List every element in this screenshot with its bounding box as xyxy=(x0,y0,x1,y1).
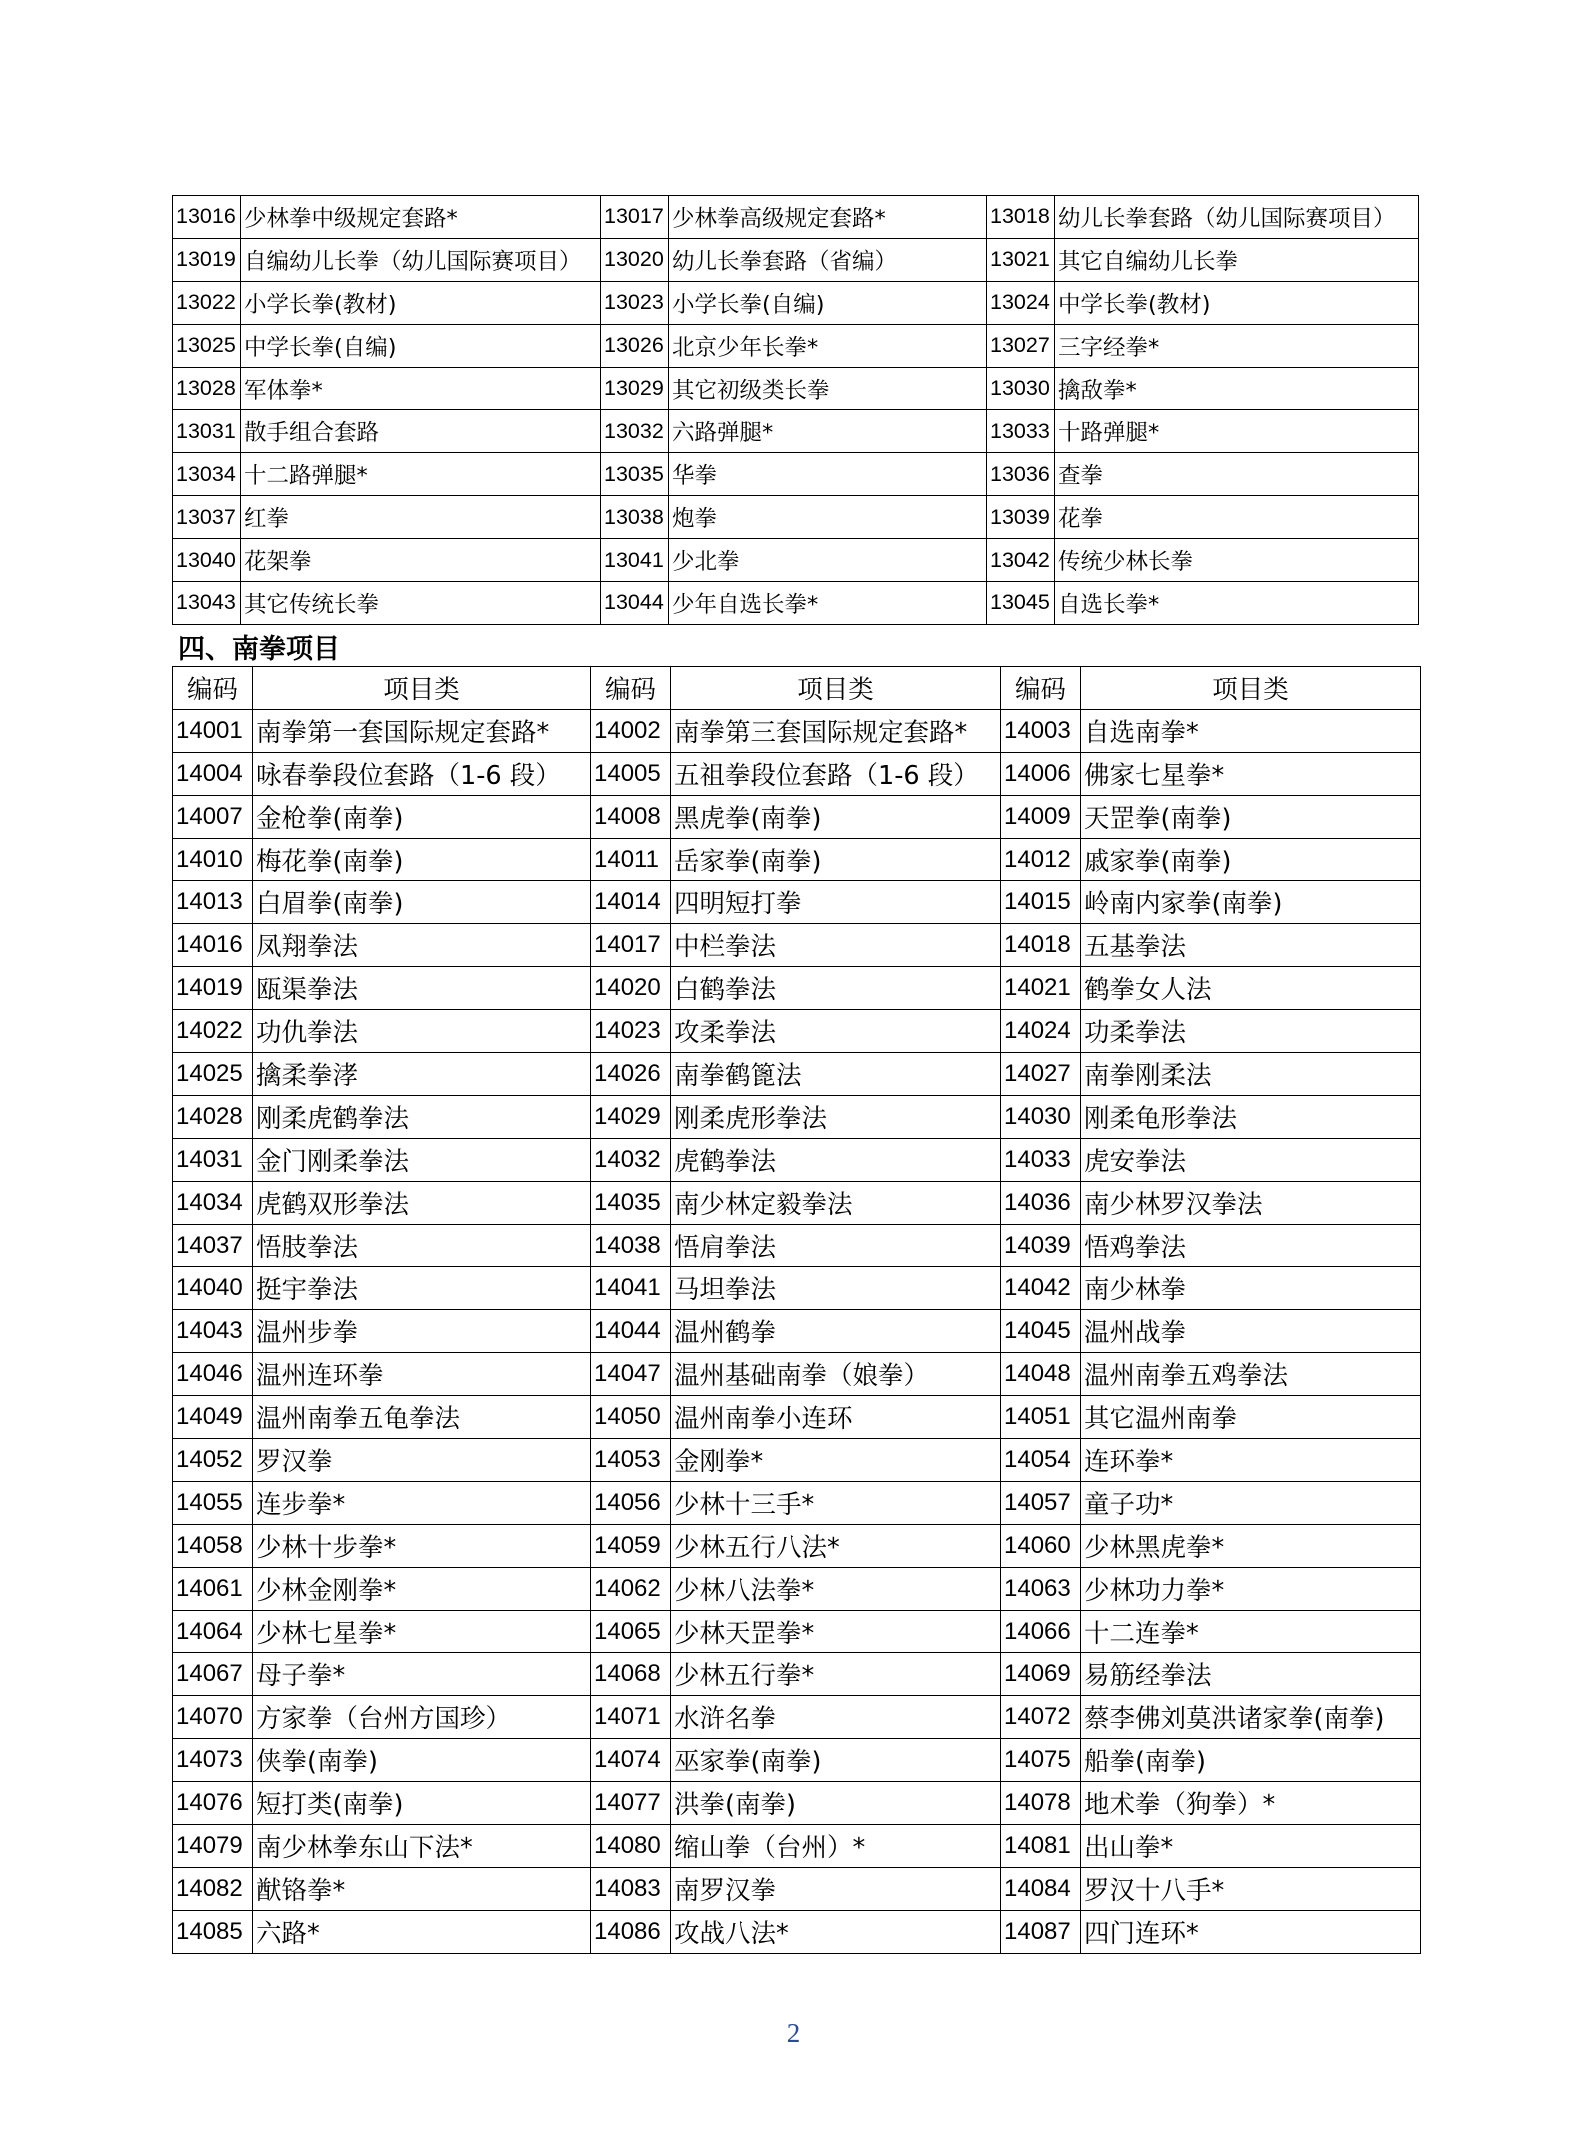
table-row xyxy=(173,967,1421,1010)
item-name: 少林天罡拳* xyxy=(671,1610,1001,1653)
item-name: 刚柔虎鹤拳法 xyxy=(253,1095,591,1138)
header-code: 编码 xyxy=(173,667,253,710)
item-name: 南少林定毅拳法 xyxy=(671,1181,1001,1224)
item-name: 南罗汉拳 xyxy=(671,1867,1001,1910)
item-name: 凤翔拳法 xyxy=(253,924,591,967)
table-row xyxy=(173,1524,1421,1567)
table-row xyxy=(173,1653,1421,1696)
item-name: 方家拳（台州方国珍） xyxy=(253,1696,591,1739)
item-name: 少林黑虎拳* xyxy=(1081,1524,1421,1567)
item-code: 14082 xyxy=(173,1867,253,1910)
item-name: 其它自编幼儿长拳 xyxy=(1055,238,1419,281)
item-code: 14017 xyxy=(591,924,671,967)
item-name: 功柔拳法 xyxy=(1081,1010,1421,1053)
item-name: 咏春拳段位套路（1-6 段） xyxy=(253,752,591,795)
item-name: 五祖拳段位套路（1-6 段） xyxy=(671,752,1001,795)
item-code: 14019 xyxy=(173,967,253,1010)
item-code: 14053 xyxy=(591,1439,671,1482)
table-row xyxy=(173,838,1421,881)
item-name: 擒敌拳* xyxy=(1055,367,1419,410)
table-row xyxy=(173,238,1419,281)
item-name: 温州鹤拳 xyxy=(671,1310,1001,1353)
item-name: 华拳 xyxy=(669,453,987,496)
item-code: 13044 xyxy=(601,582,669,625)
item-code: 14008 xyxy=(591,795,671,838)
item-code: 14081 xyxy=(1001,1825,1081,1868)
item-code: 13024 xyxy=(987,281,1055,324)
table-row xyxy=(173,924,1421,967)
item-name: 水浒名拳 xyxy=(671,1696,1001,1739)
item-name: 侠拳(南拳) xyxy=(253,1739,591,1782)
item-name: 温州基础南拳（娘拳） xyxy=(671,1353,1001,1396)
item-name: 花拳 xyxy=(1055,496,1419,539)
item-name: 中栏拳法 xyxy=(671,924,1001,967)
item-name: 五基拳法 xyxy=(1081,924,1421,967)
item-name: 短打类(南拳) xyxy=(253,1782,591,1825)
item-code: 13028 xyxy=(173,367,241,410)
item-code: 14013 xyxy=(173,881,253,924)
item-name: 悟肢拳法 xyxy=(253,1224,591,1267)
table-body xyxy=(173,709,1421,1953)
item-name: 幼儿长拳套路（省编） xyxy=(669,238,987,281)
item-code: 14048 xyxy=(1001,1353,1081,1396)
item-code: 14014 xyxy=(591,881,671,924)
item-code: 14007 xyxy=(173,795,253,838)
item-code: 14015 xyxy=(1001,881,1081,924)
item-name: 查拳 xyxy=(1055,453,1419,496)
item-code: 13031 xyxy=(173,410,241,453)
item-name: 巫家拳(南拳) xyxy=(671,1739,1001,1782)
item-code: 14023 xyxy=(591,1010,671,1053)
item-code: 14029 xyxy=(591,1095,671,1138)
table-row xyxy=(173,1353,1421,1396)
item-name: 四门连环* xyxy=(1081,1910,1421,1953)
item-name: 缩山拳（台州）* xyxy=(671,1825,1001,1868)
item-name: 擒柔拳涍 xyxy=(253,1053,591,1096)
item-name: 少林七星拳* xyxy=(253,1610,591,1653)
item-code: 14060 xyxy=(1001,1524,1081,1567)
table-row xyxy=(173,196,1419,239)
item-code: 14026 xyxy=(591,1053,671,1096)
section-heading: 四、南拳项目 xyxy=(178,634,340,665)
table-row xyxy=(173,1095,1421,1138)
table-row xyxy=(173,1010,1421,1053)
item-name: 温州南拳小连环 xyxy=(671,1396,1001,1439)
item-code: 14064 xyxy=(173,1610,253,1653)
item-name: 炮拳 xyxy=(669,496,987,539)
item-code: 14067 xyxy=(173,1653,253,1696)
item-code: 14036 xyxy=(1001,1181,1081,1224)
item-code: 13019 xyxy=(173,238,241,281)
item-name: 悟肩拳法 xyxy=(671,1224,1001,1267)
table-row xyxy=(173,1610,1421,1653)
item-name: 戚家拳(南拳) xyxy=(1081,838,1421,881)
item-code: 14085 xyxy=(173,1910,253,1953)
item-name: 佛家七星拳* xyxy=(1081,752,1421,795)
table-row xyxy=(173,1138,1421,1181)
item-name: 军体拳* xyxy=(241,367,601,410)
item-code: 14076 xyxy=(173,1782,253,1825)
table-row xyxy=(173,1782,1421,1825)
item-name: 南拳刚柔法 xyxy=(1081,1053,1421,1096)
header-code: 编码 xyxy=(1001,667,1081,710)
table-header-row xyxy=(173,667,1421,710)
table-changquan-continued xyxy=(172,195,1419,625)
item-code: 14059 xyxy=(591,1524,671,1567)
item-code: 14066 xyxy=(1001,1610,1081,1653)
item-code: 14022 xyxy=(173,1010,253,1053)
item-name: 其它传统长拳 xyxy=(241,582,601,625)
item-code: 14065 xyxy=(591,1610,671,1653)
item-code: 14020 xyxy=(591,967,671,1010)
table-row xyxy=(173,1439,1421,1482)
item-name: 花架拳 xyxy=(241,539,601,582)
item-name: 连环拳* xyxy=(1081,1439,1421,1482)
item-name: 刚柔龟形拳法 xyxy=(1081,1095,1421,1138)
item-name: 易筋经拳法 xyxy=(1081,1653,1421,1696)
table-row xyxy=(173,582,1419,625)
item-code: 14030 xyxy=(1001,1095,1081,1138)
item-code: 14018 xyxy=(1001,924,1081,967)
item-code: 14040 xyxy=(173,1267,253,1310)
item-name: 白眉拳(南拳) xyxy=(253,881,591,924)
item-name: 少林八法拳* xyxy=(671,1567,1001,1610)
item-name: 十二连拳* xyxy=(1081,1610,1421,1653)
item-code: 14046 xyxy=(173,1353,253,1396)
table-row xyxy=(173,1224,1421,1267)
item-code: 14001 xyxy=(173,709,253,752)
table-row xyxy=(173,1181,1421,1224)
table-row xyxy=(173,1567,1421,1610)
header-code: 编码 xyxy=(591,667,671,710)
item-name: 鹤拳女人法 xyxy=(1081,967,1421,1010)
item-code: 14080 xyxy=(591,1825,671,1868)
table-row xyxy=(173,496,1419,539)
item-name: 少林拳中级规定套路* xyxy=(241,196,601,239)
item-code: 14061 xyxy=(173,1567,253,1610)
item-code: 14087 xyxy=(1001,1910,1081,1953)
item-name: 十路弹腿* xyxy=(1055,410,1419,453)
item-code: 13023 xyxy=(601,281,669,324)
item-code: 14054 xyxy=(1001,1439,1081,1482)
table-row xyxy=(173,1310,1421,1353)
item-code: 14010 xyxy=(173,838,253,881)
item-code: 13032 xyxy=(601,410,669,453)
item-code: 13027 xyxy=(987,324,1055,367)
item-name: 金刚拳* xyxy=(671,1439,1001,1482)
item-name: 罗汉拳 xyxy=(253,1439,591,1482)
item-name: 罗汉十八手* xyxy=(1081,1867,1421,1910)
item-code: 14077 xyxy=(591,1782,671,1825)
item-name: 出山拳* xyxy=(1081,1825,1421,1868)
header-name: 项目类 xyxy=(253,667,591,710)
item-code: 14009 xyxy=(1001,795,1081,838)
table-row xyxy=(173,709,1421,752)
item-name: 金枪拳(南拳) xyxy=(253,795,591,838)
item-code: 14074 xyxy=(591,1739,671,1782)
item-name: 其它初级类长拳 xyxy=(669,367,987,410)
item-name: 黑虎拳(南拳) xyxy=(671,795,1001,838)
item-code: 14051 xyxy=(1001,1396,1081,1439)
item-code: 14034 xyxy=(173,1181,253,1224)
item-name: 小学长拳(教材) xyxy=(241,281,601,324)
item-code: 13025 xyxy=(173,324,241,367)
item-name: 船拳(南拳) xyxy=(1081,1739,1421,1782)
item-name: 少林金刚拳* xyxy=(253,1567,591,1610)
item-name: 瓯渠拳法 xyxy=(253,967,591,1010)
item-code: 14039 xyxy=(1001,1224,1081,1267)
item-name: 自编幼儿长拳（幼儿国际赛项目） xyxy=(241,238,601,281)
item-name: 中学长拳(教材) xyxy=(1055,281,1419,324)
item-name: 天罡拳(南拳) xyxy=(1081,795,1421,838)
item-code: 14005 xyxy=(591,752,671,795)
item-name: 自选长拳* xyxy=(1055,582,1419,625)
item-code: 14062 xyxy=(591,1567,671,1610)
item-code: 14042 xyxy=(1001,1267,1081,1310)
item-name: 十二路弹腿* xyxy=(241,453,601,496)
item-name: 温州南拳五鸡拳法 xyxy=(1081,1353,1421,1396)
item-code: 14057 xyxy=(1001,1481,1081,1524)
item-name: 虎鹤双形拳法 xyxy=(253,1181,591,1224)
item-code: 13016 xyxy=(173,196,241,239)
table-row xyxy=(173,881,1421,924)
table-row xyxy=(173,410,1419,453)
item-code: 14049 xyxy=(173,1396,253,1439)
item-code: 13020 xyxy=(601,238,669,281)
item-code: 13034 xyxy=(173,453,241,496)
item-name: 金门刚柔拳法 xyxy=(253,1138,591,1181)
item-code: 14083 xyxy=(591,1867,671,1910)
item-code: 13029 xyxy=(601,367,669,410)
item-code: 14068 xyxy=(591,1653,671,1696)
item-name: 其它温州南拳 xyxy=(1081,1396,1421,1439)
item-name: 功仇拳法 xyxy=(253,1010,591,1053)
item-name: 虎安拳法 xyxy=(1081,1138,1421,1181)
item-code: 14086 xyxy=(591,1910,671,1953)
item-code: 14044 xyxy=(591,1310,671,1353)
table-row xyxy=(173,795,1421,838)
item-code: 14028 xyxy=(173,1095,253,1138)
item-code: 14003 xyxy=(1001,709,1081,752)
item-code: 14025 xyxy=(173,1053,253,1096)
item-code: 14055 xyxy=(173,1481,253,1524)
item-code: 14035 xyxy=(591,1181,671,1224)
table-row xyxy=(173,1825,1421,1868)
item-name: 少林功力拳* xyxy=(1081,1567,1421,1610)
item-name: 南少林拳东山下法* xyxy=(253,1825,591,1868)
item-name: 幼儿长拳套路（幼儿国际赛项目） xyxy=(1055,196,1419,239)
item-code: 14043 xyxy=(173,1310,253,1353)
table-row xyxy=(173,453,1419,496)
item-code: 13033 xyxy=(987,410,1055,453)
item-code: 14012 xyxy=(1001,838,1081,881)
item-name: 少林五行八法* xyxy=(671,1524,1001,1567)
item-code: 13035 xyxy=(601,453,669,496)
item-code: 14047 xyxy=(591,1353,671,1396)
item-name: 少林十三手* xyxy=(671,1481,1001,1524)
item-name: 刚柔虎形拳法 xyxy=(671,1095,1001,1138)
item-code: 13040 xyxy=(173,539,241,582)
item-code: 13037 xyxy=(173,496,241,539)
header-name: 项目类 xyxy=(1081,667,1421,710)
item-code: 14016 xyxy=(173,924,253,967)
table-row xyxy=(173,1267,1421,1310)
item-code: 13042 xyxy=(987,539,1055,582)
item-name: 少林五行拳* xyxy=(671,1653,1001,1696)
item-name: 猷铬拳* xyxy=(253,1867,591,1910)
item-code: 14073 xyxy=(173,1739,253,1782)
table-row xyxy=(173,1481,1421,1524)
item-code: 13038 xyxy=(601,496,669,539)
item-code: 14045 xyxy=(1001,1310,1081,1353)
item-name: 岭南内家拳(南拳) xyxy=(1081,881,1421,924)
item-name: 岳家拳(南拳) xyxy=(671,838,1001,881)
table-row xyxy=(173,752,1421,795)
item-name: 温州步拳 xyxy=(253,1310,591,1353)
item-name: 攻战八法* xyxy=(671,1910,1001,1953)
item-name: 少林十步拳* xyxy=(253,1524,591,1567)
item-code: 13018 xyxy=(987,196,1055,239)
table-row xyxy=(173,1910,1421,1953)
item-code: 13030 xyxy=(987,367,1055,410)
item-name: 南拳鹤篦法 xyxy=(671,1053,1001,1096)
item-code: 14024 xyxy=(1001,1010,1081,1053)
item-name: 六路弹腿* xyxy=(669,410,987,453)
table-row xyxy=(173,539,1419,582)
table-row xyxy=(173,1696,1421,1739)
item-name: 马坦拳法 xyxy=(671,1267,1001,1310)
item-name: 温州南拳五龟拳法 xyxy=(253,1396,591,1439)
item-code: 14069 xyxy=(1001,1653,1081,1696)
item-code: 14041 xyxy=(591,1267,671,1310)
item-code: 14070 xyxy=(173,1696,253,1739)
item-name: 虎鹤拳法 xyxy=(671,1138,1001,1181)
table-body xyxy=(173,196,1419,625)
item-code: 14063 xyxy=(1001,1567,1081,1610)
item-code: 14075 xyxy=(1001,1739,1081,1782)
item-name: 三字经拳* xyxy=(1055,324,1419,367)
item-name: 母子拳* xyxy=(253,1653,591,1696)
item-code: 14002 xyxy=(591,709,671,752)
item-name: 蔡李佛刘莫洪诸家拳(南拳) xyxy=(1081,1696,1421,1739)
item-code: 14052 xyxy=(173,1439,253,1482)
item-code: 14072 xyxy=(1001,1696,1081,1739)
item-code: 14006 xyxy=(1001,752,1081,795)
item-name: 温州战拳 xyxy=(1081,1310,1421,1353)
item-code: 14037 xyxy=(173,1224,253,1267)
item-code: 14056 xyxy=(591,1481,671,1524)
item-code: 14079 xyxy=(173,1825,253,1868)
item-code: 13039 xyxy=(987,496,1055,539)
item-name: 小学长拳(自编) xyxy=(669,281,987,324)
item-name: 地术拳（狗拳）* xyxy=(1081,1782,1421,1825)
table-nanquan xyxy=(172,666,1421,1954)
item-name: 四明短打拳 xyxy=(671,881,1001,924)
table-row xyxy=(173,1739,1421,1782)
item-code: 13036 xyxy=(987,453,1055,496)
item-name: 攻柔拳法 xyxy=(671,1010,1001,1053)
item-code: 13043 xyxy=(173,582,241,625)
item-name: 南拳第一套国际规定套路* xyxy=(253,709,591,752)
item-code: 14038 xyxy=(591,1224,671,1267)
item-code: 14058 xyxy=(173,1524,253,1567)
item-code: 13022 xyxy=(173,281,241,324)
item-name: 连步拳* xyxy=(253,1481,591,1524)
item-code: 13045 xyxy=(987,582,1055,625)
item-name: 温州连环拳 xyxy=(253,1353,591,1396)
table-row xyxy=(173,324,1419,367)
item-code: 14071 xyxy=(591,1696,671,1739)
item-code: 14021 xyxy=(1001,967,1081,1010)
item-name: 悟鸡拳法 xyxy=(1081,1224,1421,1267)
item-code: 14032 xyxy=(591,1138,671,1181)
table-row xyxy=(173,1396,1421,1439)
item-code: 14031 xyxy=(173,1138,253,1181)
table-row xyxy=(173,1053,1421,1096)
item-name: 洪拳(南拳) xyxy=(671,1782,1001,1825)
item-name: 挺宇拳法 xyxy=(253,1267,591,1310)
item-name: 少林拳高级规定套路* xyxy=(669,196,987,239)
item-name: 少年自选长拳* xyxy=(669,582,987,625)
item-name: 散手组合套路 xyxy=(241,410,601,453)
item-name: 梅花拳(南拳) xyxy=(253,838,591,881)
item-code: 13041 xyxy=(601,539,669,582)
item-code: 14084 xyxy=(1001,1867,1081,1910)
item-code: 14011 xyxy=(591,838,671,881)
item-code: 13021 xyxy=(987,238,1055,281)
item-name: 南拳第三套国际规定套路* xyxy=(671,709,1001,752)
table-row xyxy=(173,1867,1421,1910)
item-name: 南少林罗汉拳法 xyxy=(1081,1181,1421,1224)
table-row xyxy=(173,367,1419,410)
table-row xyxy=(173,281,1419,324)
item-name: 自选南拳* xyxy=(1081,709,1421,752)
item-name: 北京少年长拳* xyxy=(669,324,987,367)
page-number: 2 xyxy=(786,2018,801,2048)
header-name: 项目类 xyxy=(671,667,1001,710)
item-name: 传统少林长拳 xyxy=(1055,539,1419,582)
item-name: 南少林拳 xyxy=(1081,1267,1421,1310)
item-name: 红拳 xyxy=(241,496,601,539)
item-code: 14050 xyxy=(591,1396,671,1439)
item-code: 14033 xyxy=(1001,1138,1081,1181)
item-name: 白鹤拳法 xyxy=(671,967,1001,1010)
item-code: 13026 xyxy=(601,324,669,367)
item-name: 中学长拳(自编) xyxy=(241,324,601,367)
item-code: 14004 xyxy=(173,752,253,795)
item-name: 六路* xyxy=(253,1910,591,1953)
item-name: 童子功* xyxy=(1081,1481,1421,1524)
item-code: 13017 xyxy=(601,196,669,239)
item-code: 14078 xyxy=(1001,1782,1081,1825)
item-name: 少北拳 xyxy=(669,539,987,582)
item-code: 14027 xyxy=(1001,1053,1081,1096)
